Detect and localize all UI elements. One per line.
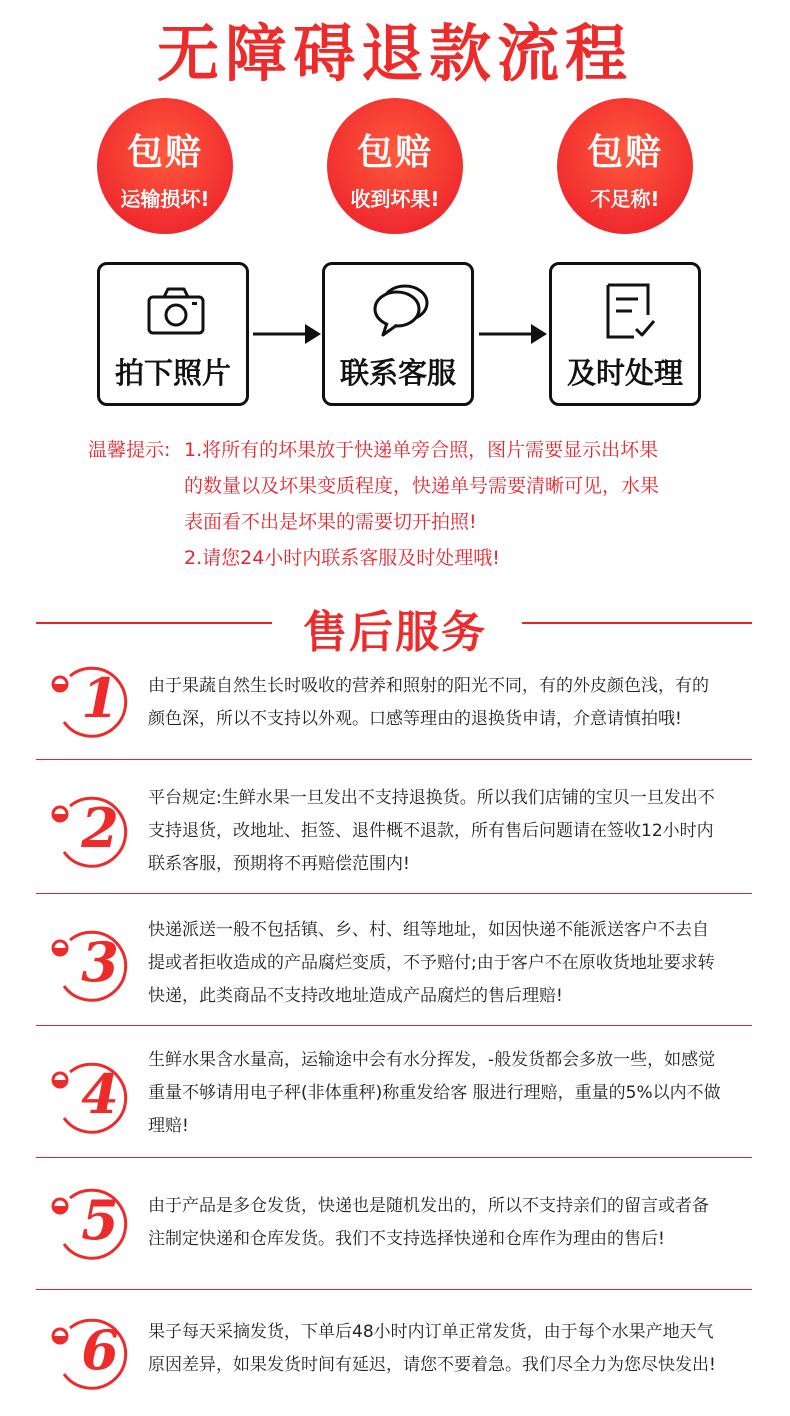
- rule-text-line: 果子每天采摘发货，下单后48小时内订单正常发货，由于每个水果产地天气: [148, 1322, 714, 1342]
- rule-text: [148, 782, 748, 881]
- rule-text-line: 由于果蔬自然生长时吸收的营养和照射的阳光不同，有的外皮颜色浅，有的: [148, 676, 709, 696]
- chat-bubble-icon: [371, 281, 431, 341]
- rule-number: 3: [81, 930, 119, 994]
- rule-text-line: 支持退货，改地址、拒签、退件概不退款，所有售后问题请在签收12小时内: [148, 821, 714, 841]
- rule-text: [148, 1190, 748, 1256]
- badge-big-text: 包赔: [586, 132, 663, 173]
- rule-item: [36, 1026, 752, 1158]
- step-label: 联系客服: [339, 356, 456, 390]
- step-contact-service: [322, 262, 474, 406]
- rule-text: [148, 1316, 748, 1382]
- rule-text: [148, 1044, 748, 1143]
- badge-big-text: 包赔: [126, 132, 203, 173]
- arrow-right-icon: [251, 322, 323, 346]
- step-take-photo: [97, 262, 249, 406]
- guarantee-badge-damage: [97, 98, 233, 234]
- arrow-right-icon: [477, 322, 549, 346]
- page-title: 无障碍退款流程: [156, 17, 633, 90]
- rule-number: 5: [81, 1188, 119, 1252]
- rule-number: 1: [81, 666, 119, 730]
- document-check-icon: [598, 281, 658, 341]
- rule-text-line: 联系客服，预期将不再赔偿范围内!: [148, 854, 410, 874]
- rule-item: [36, 656, 752, 760]
- rule-text: [148, 670, 748, 736]
- rule-number: 2: [81, 796, 119, 860]
- warm-tips: [88, 432, 748, 576]
- step-label: 拍下照片: [114, 356, 231, 390]
- rule-text-line: 提或者拒收造成的产品腐烂变质，不予赔付;由于客户不在原收货地址要求转: [148, 953, 715, 973]
- tips-line: 2.请您24小时内联系客服及时处理哦!: [184, 547, 500, 569]
- step-label: 及时处理: [566, 356, 683, 390]
- rule-item: [36, 760, 752, 894]
- rule-text: [148, 914, 748, 1013]
- after-sales-header: [0, 596, 790, 656]
- guarantee-badges: [0, 98, 790, 238]
- rule-item: [36, 1158, 752, 1290]
- rule-text-line: 由于产品是多仓发货，快递也是随机发出的，所以不支持亲们的留言或者备: [148, 1196, 709, 1216]
- tips-prefix: 温馨提示:: [88, 439, 171, 461]
- rule-text-line: 原因差异，如果发货时间有延迟，请您不要着急。我们尽全力为您尽快发出!: [148, 1355, 716, 1375]
- rule-item: [36, 894, 752, 1026]
- rule-text-line: 平台规定:生鲜水果一旦发出不支持退换货。所以我们店铺的宝贝一旦发出不: [148, 788, 715, 808]
- tips-line: 表面看不出是坏果的需要切开拍照!: [184, 511, 477, 533]
- rule-text-line: 理赔!: [148, 1116, 189, 1136]
- badge-small-text: 运输损坏!: [120, 187, 210, 211]
- badge-big-text: 包赔: [356, 132, 433, 173]
- rule-text-line: 重量不够请用电子秤(非体重秤)称重发给客 服进行理赔，重量的5%以内不做: [148, 1083, 721, 1103]
- guarantee-badge-bad-fruit: [327, 98, 463, 234]
- refund-steps: [0, 262, 790, 408]
- camera-icon: [146, 281, 206, 341]
- divider-line: [522, 622, 752, 624]
- step-handle: [549, 262, 701, 406]
- rule-text-line: 颜色深，所以不支持以外观。口感等理由的退换货申请，介意请慎拍哦!: [148, 709, 682, 729]
- badge-small-text: 不足称!: [590, 187, 660, 211]
- rule-text-line: 生鲜水果含水量高，运输途中会有水分挥发，-般发货都会多放一些，如感觉: [148, 1050, 716, 1070]
- rule-text-line: 快递派送一般不包括镇、乡、村、组等地址，如因快递不能派送客户不去自: [148, 920, 709, 940]
- rule-text-line: 注制定快递和仓库发货。我们不支持选择快递和仓库作为理由的售后!: [148, 1229, 665, 1249]
- section-title: 售后服务: [303, 607, 487, 658]
- rule-number: 6: [81, 1318, 119, 1382]
- guarantee-badge-short-weight: [557, 98, 693, 234]
- tips-line: 的数量以及坏果变质程度，快递单号需要清晰可见，水果: [184, 475, 660, 497]
- after-sales-rules: [36, 656, 752, 1416]
- badge-small-text: 收到坏果!: [350, 187, 440, 211]
- rule-number: 4: [81, 1062, 119, 1126]
- rule-item: [36, 1290, 752, 1416]
- tips-line: 1.将所有的坏果放于快递单旁合照，图片需要显示出坏果: [184, 439, 659, 461]
- rule-text-line: 快递，此类商品不支持改地址造成产品腐烂的售后理赔!: [148, 986, 563, 1006]
